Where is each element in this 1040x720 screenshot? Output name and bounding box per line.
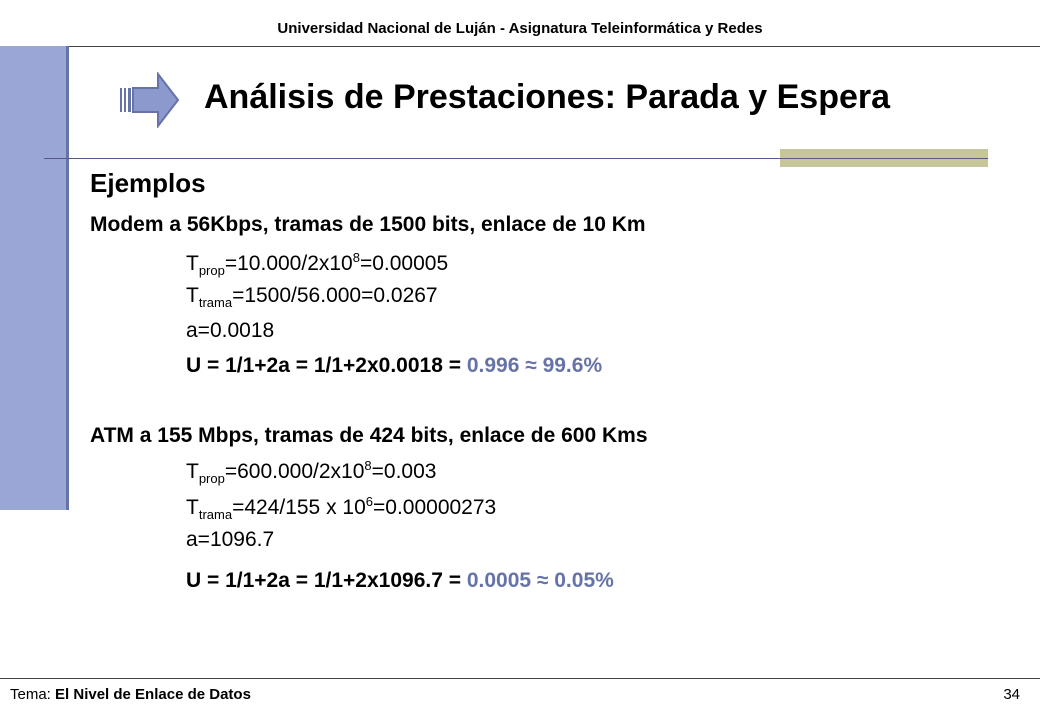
- footer-topic: Tema: El Nivel de Enlace de Datos: [10, 686, 251, 703]
- example1-ttrama: $T_{trama}=1500/56.000=0.0267$: [186, 284, 438, 311]
- example1-heading: Modem a 56Kbps, tramas de 1500 bits, enlace de 10 Km: [90, 213, 646, 236]
- example2-utilization: U = 1/1+2a = 1/1+2x1096.7 = 0.0005 ≈ 0.05%: [186, 569, 614, 592]
- example2-tprop: $T_{prop}=600.000/2x10^8=0.003$: [186, 458, 437, 487]
- example2-a: a=1096.7: [186, 528, 275, 551]
- page-number: 34: [1003, 686, 1020, 703]
- right-arrow-icon: [120, 72, 180, 128]
- example1-result: 0.996 ≈ 99.6%: [466, 354, 603, 377]
- example1-a: a=0.0018: [186, 319, 275, 342]
- example2-heading: ATM a 155 Mbps, tramas de 424 bits, enlace de 600 Kms: [90, 424, 648, 447]
- footer-divider: [0, 678, 1040, 679]
- example2-ttrama: $T_{trama}=424/155$ x $10^6=0.00000273$: [186, 494, 497, 523]
- header-divider: [0, 46, 1040, 47]
- example2-result: 0.0005 ≈ 0.05%: [466, 569, 614, 592]
- page-title: Análisis de Prestaciones: Parada y Espera: [204, 78, 891, 116]
- side-decoration-bar: [0, 46, 69, 510]
- header-institution: Universidad Nacional de Luján - Asignatura Teleinformática y Redes: [277, 20, 763, 37]
- example1-utilization: U = 1/1+2a = 1/1+2x0.0018 = 0.996 ≈ 99.6%: [186, 354, 603, 377]
- section-subtitle: Ejemplos: [90, 168, 206, 198]
- example1-tprop: $T_{prop}=10.000/2x10^8=0.00005$: [186, 250, 449, 279]
- accent-block: [780, 149, 988, 167]
